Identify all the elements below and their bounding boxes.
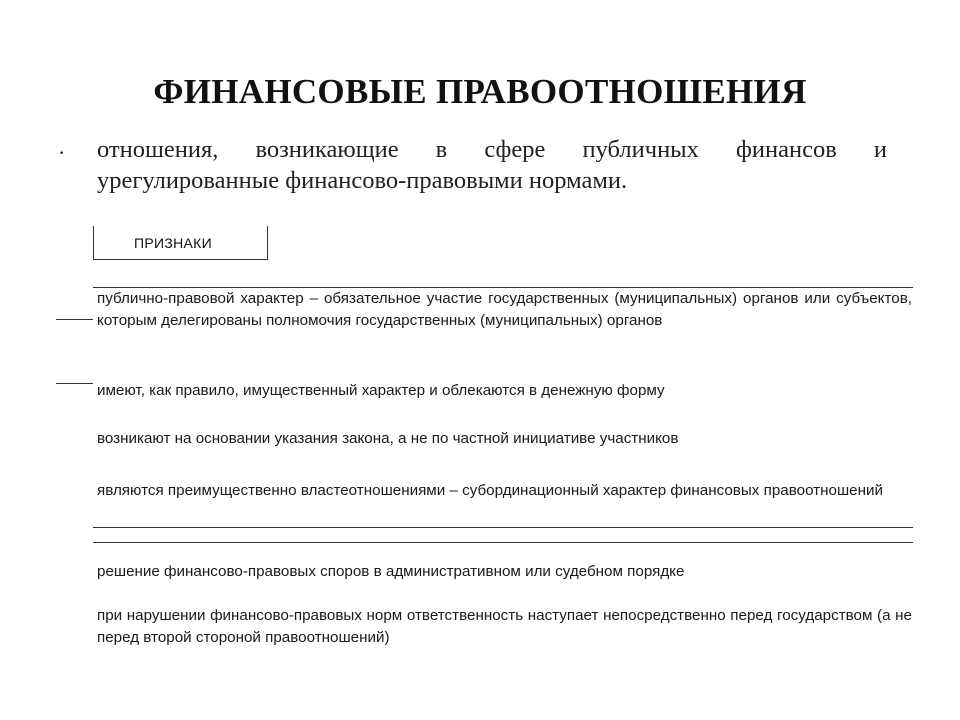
bullet-marker: · xyxy=(58,140,66,165)
connector-line-2 xyxy=(56,383,93,384)
sign-item-responsibility: при нарушении финансово-правовых норм ответственность наступает непосредственно перед государством (а не перед второй стороной правоотношений) xyxy=(97,607,912,646)
signs-header-box xyxy=(93,226,268,260)
slide-title: ФИНАНСОВЫЕ ПРАВООТНОШЕНИЯ xyxy=(153,72,807,111)
divider-line-middle xyxy=(93,527,913,528)
divider-line-lower xyxy=(93,542,913,543)
signs-header-label: ПРИЗНАКИ xyxy=(134,234,212,251)
sign-item-public-law: публично-правовой характер – обязательное участие государственных (муниципальных) органов или субъектов, которым делегированы полномочия государственных (муниципальных) органов xyxy=(97,290,912,329)
sign-item-disputes: решение финансово-правовых споров в административном или судебном порядке xyxy=(97,563,685,580)
definition-text: отношения, возникающие в сфере публичных финансов и урегулированные финансово-правовыми нормами. xyxy=(97,136,887,194)
sign-item-law-based: возникают на основании указания закона, а не по частной инициативе участников xyxy=(97,430,679,447)
sign-item-power-relations: являются преимущественно властеотношениями – субординационный характер финансовых правоотношений xyxy=(97,482,883,499)
sign-item-property: имеют, как правило, имущественный характер и облекаются в денежную форму xyxy=(97,382,665,399)
connector-line-1 xyxy=(56,319,93,320)
